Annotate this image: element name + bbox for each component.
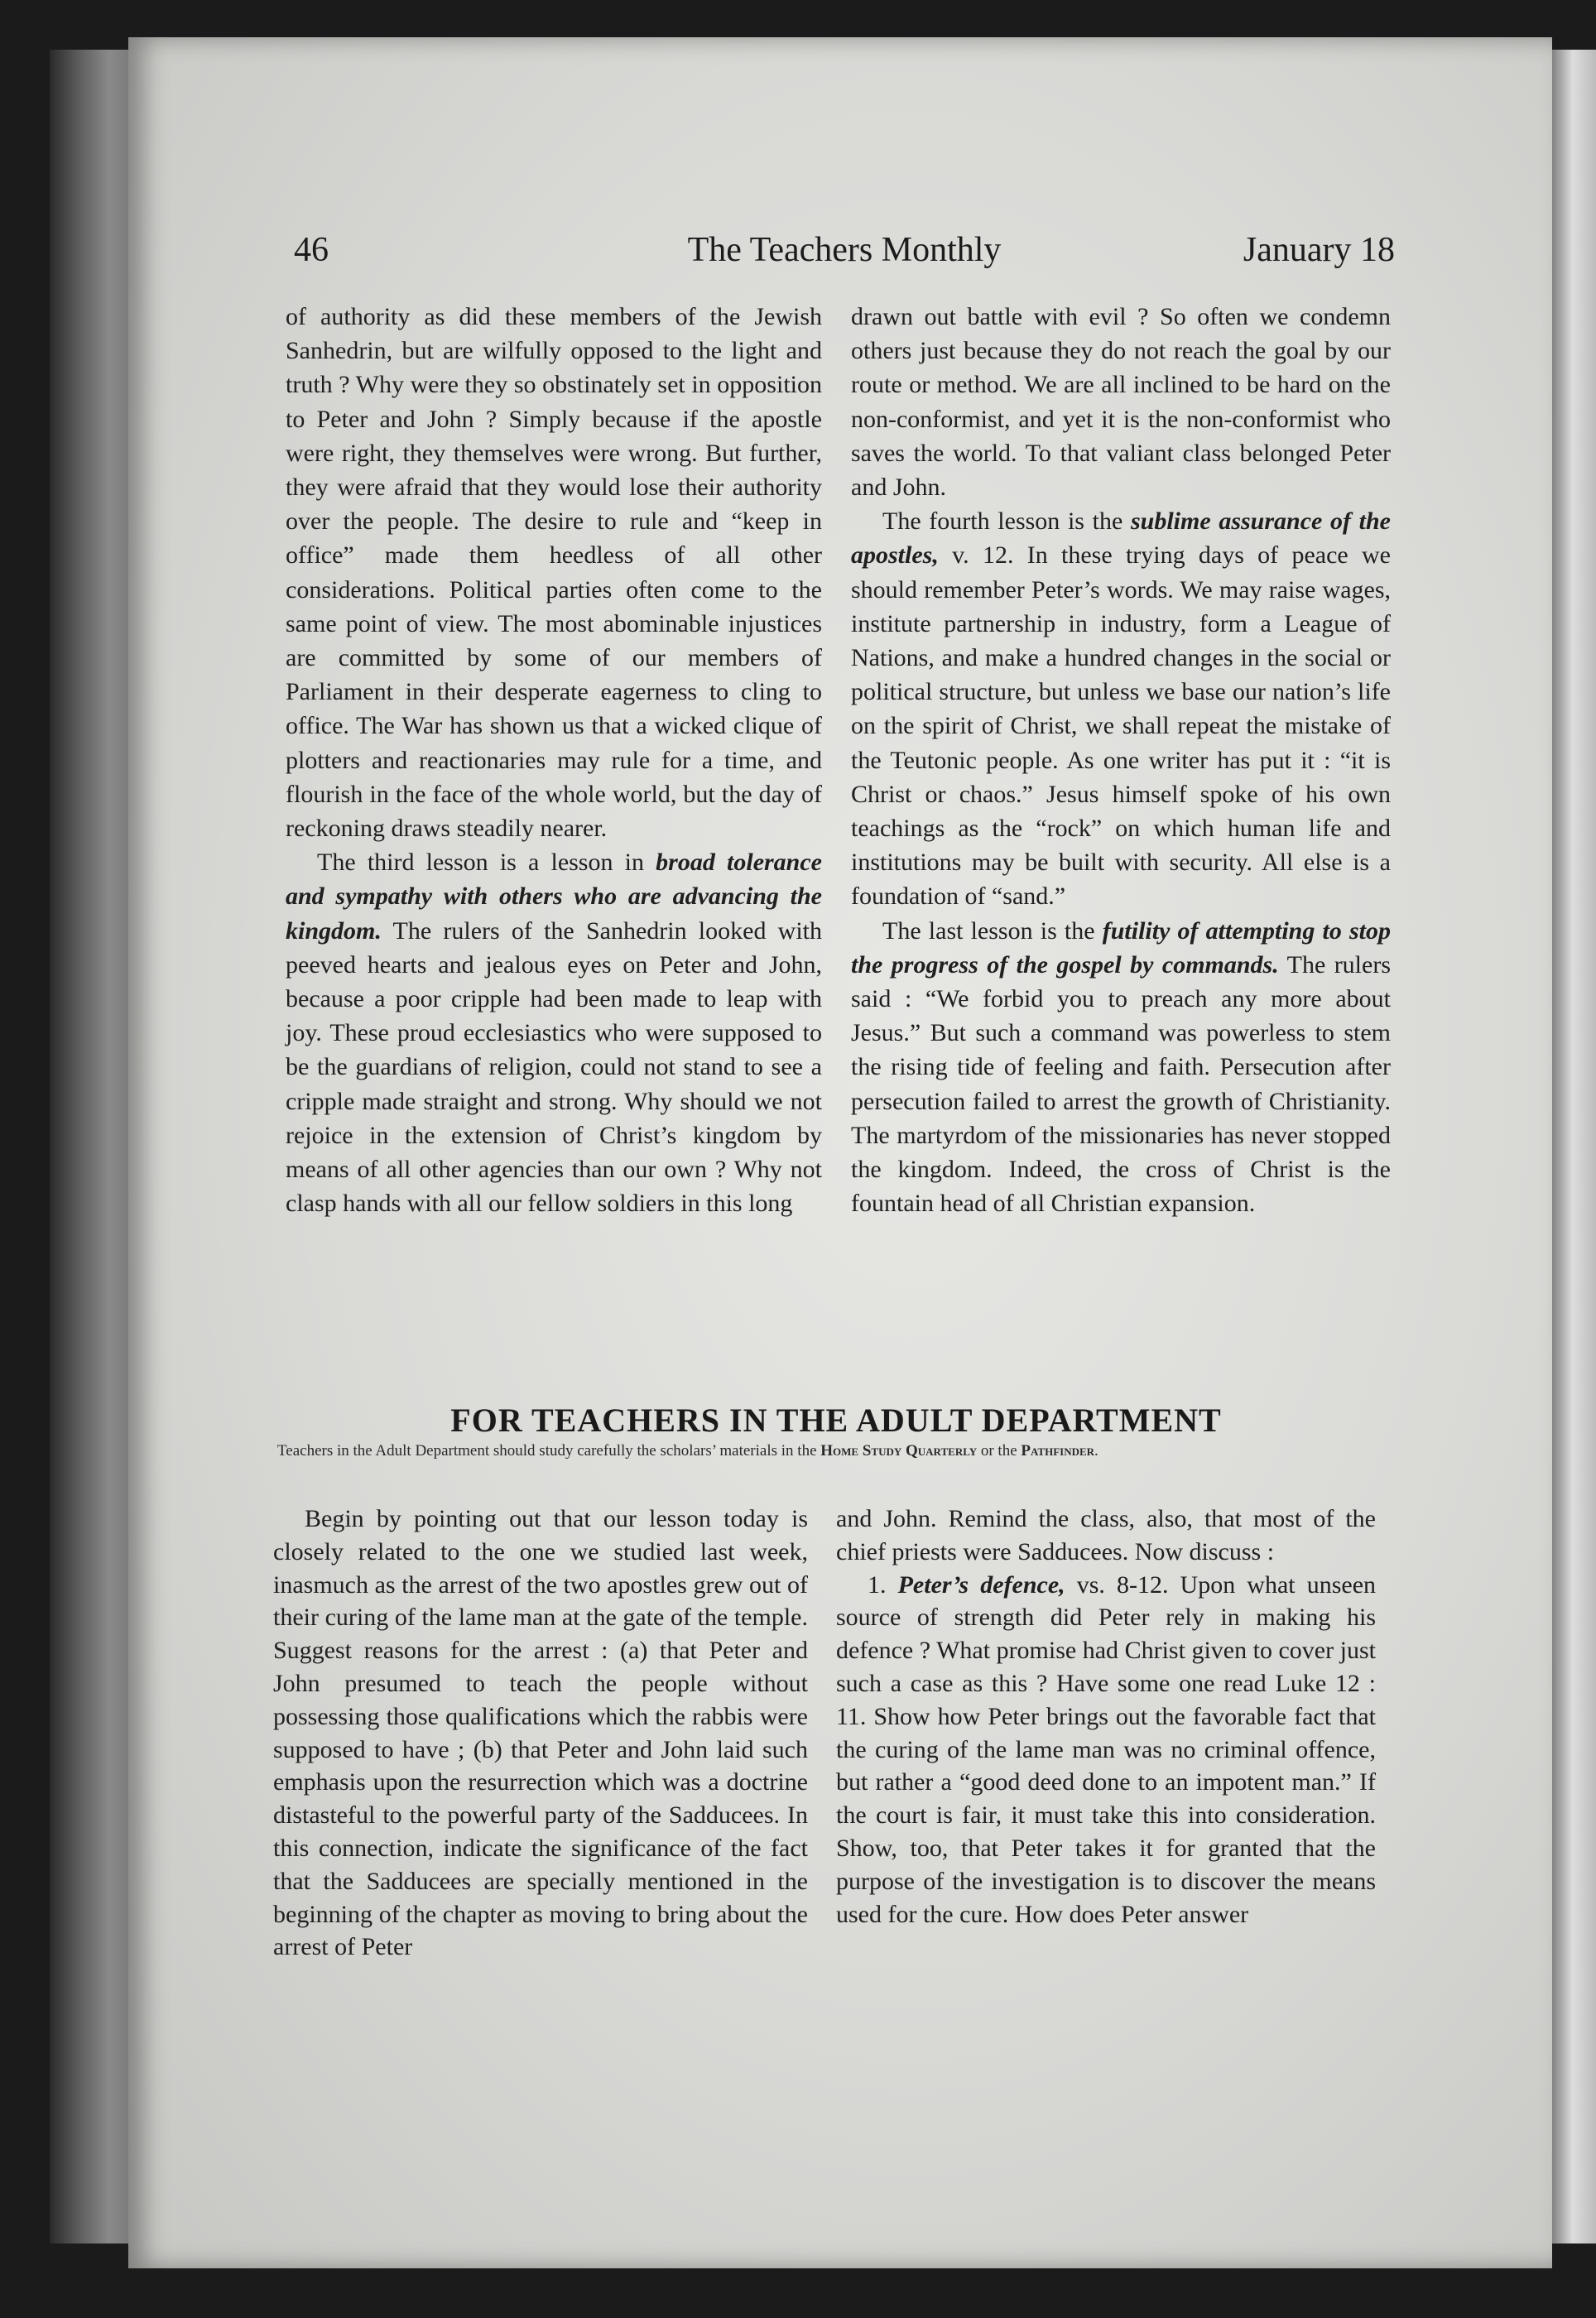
paragraph-peters-defence: 1. Peter’s defence, vs. 8-12. Upon what unseen source of strength did Peter rely in making his defence ? What promise had Christ given to cover just such a case as this ? Have some one read Luke 12 : 11. Show how Peter brings out the favorable fact that the curing of the lame man was no criminal offence, but rather a “good deed done to an impotent man.” If the court is fair, it must take this into consideration. Show, too, that Peter takes it for granted that the purpose of the investigation is to discover the means used for the cure. How does Peter answer [836, 1570, 1377, 1928]
section-note: Teachers in the Adult Department should study carefully the scholars’ materials in the Home Study Quarterly or the Pathfinder. [277, 1442, 1098, 1460]
paragraph-last-lesson: The last lesson is the futility of attempting to stop the progress of the gospel by commands. The rulers said : “We forbid you to preach any more about Jesus.” But such a command was powerless to stem the rising tide of feeling and faith. Persecution after persecution failed to arrest the growth of Christianity. The martyrdom of the missionaries has never stopped the kingdom. Indeed, the cross of Christ is the fountain head of all Christian expansion. [851, 916, 1391, 1218]
column-bottom-right [836, 1503, 1376, 1931]
paragraph-third-lesson: The third lesson is a lesson in broad tolerance and sympathy with others who are advancing the kingdom. The rulers of the Sanhedrin looked with peeved hearts and jealous eyes on Peter and John, because a poor cripple had been made to leap with joy. These proud ecclesiastics who were supposed to be the guardians of religion, could not stand to see a cripple made straight and strong. Why should we not rejoice in the extension of Christ’s kingdom by means of all other agencies than our own ? Why not clasp hands with all our fellow soldiers in this long [286, 849, 822, 1218]
quarterly-name: Home Study Quarterly [820, 1442, 978, 1460]
emphasis: sublime assurance of the apostles, [851, 507, 1392, 570]
paragraph-fourth-lesson: The fourth lesson is the sublime assurance of the apostles, v. 12. In these trying days of peace we should remember Peter’s words. We may raise wages, institute partnership in industry, form a League of Nations, and make a hundred changes in the social or political structure, but unless we base our nation’s life on the spirit of Christ, we shall repeat the mistake of the Teutonic people. As one writer has put it : “it is Christ or chaos.” Jesus himself spoke of his own teachings as the “rock” on which human life and institutions may be built with security. All else is a foundation of “sand.” [851, 507, 1392, 911]
column-top-left [286, 300, 822, 1220]
paragraph: drawn out battle with evil ? So often we condemn others just because they do not reach the goal by our route or method. We are all inclined to be hard on the non-conformist, and yet it is the non-conformist who saves the world. To that valiant class belonged Peter and John. [851, 303, 1391, 502]
section-heading: FOR TEACHERS IN THE ADULT DEPARTMENT [450, 1402, 1222, 1439]
running-header [294, 230, 1395, 280]
paragraph: and John. Remind the class, also, that most of the chief priests were Sadducees. Now discuss : [836, 1505, 1376, 1565]
emphasis: Peter’s defence, [897, 1570, 1065, 1599]
page-number: 46 [294, 231, 329, 269]
emphasis: futility of attempting to stop the progress of the gospel by commands. [851, 916, 1391, 979]
pathfinder-name: Pathfinder [1021, 1442, 1095, 1460]
paragraph: Begin by pointing out that our lesson today is closely related to the one we studied last week, inasmuch as the arrest of the two apostles grew out of their curing of the lame man at the gate of the temple. Suggest reasons for the arrest : (a) that Peter and John presumed to teach the people without possessing those qualifications which the rabbis were supposed to have ; (b) that Peter and John laid such emphasis upon the resurrection which was a doctrine distasteful to the powerful party of the Sadducees. In this connection, indicate the significance of the fact that the Sadducees are specially mentioned in the beginning of the chapter as moving to bring about the arrest of Peter [273, 1505, 808, 1961]
issue-date: January 18 [1243, 231, 1395, 269]
emphasis: broad tolerance and sympathy with others who are advancing the kingdom. [286, 849, 822, 945]
column-top-right [851, 300, 1391, 1220]
publication-title: The Teachers Monthly [687, 231, 1002, 269]
column-bottom-left [273, 1503, 808, 1964]
paragraph: of authority as did these members of the Jewish Sanhedrin, but are wilfully opposed to the light and truth ? Why were they so obstinately set in opposition to Peter and John ? Simply because if the apostle were right, they themselves were wrong. But further, they were afraid that they would lose their authority over the people. The desire to rule and “keep in office” made them heedless of all other considerations. Political parties often come to the same point of view. The most abominable injustices are committed by some of our members of Parliament in their desperate eagerness to cling to office. The War has shown us that a wicked clique of plotters and reactionaries may rule for a time, and flourish in the face of the whole world, but the day of reckoning draws steadily nearer. [286, 303, 822, 843]
